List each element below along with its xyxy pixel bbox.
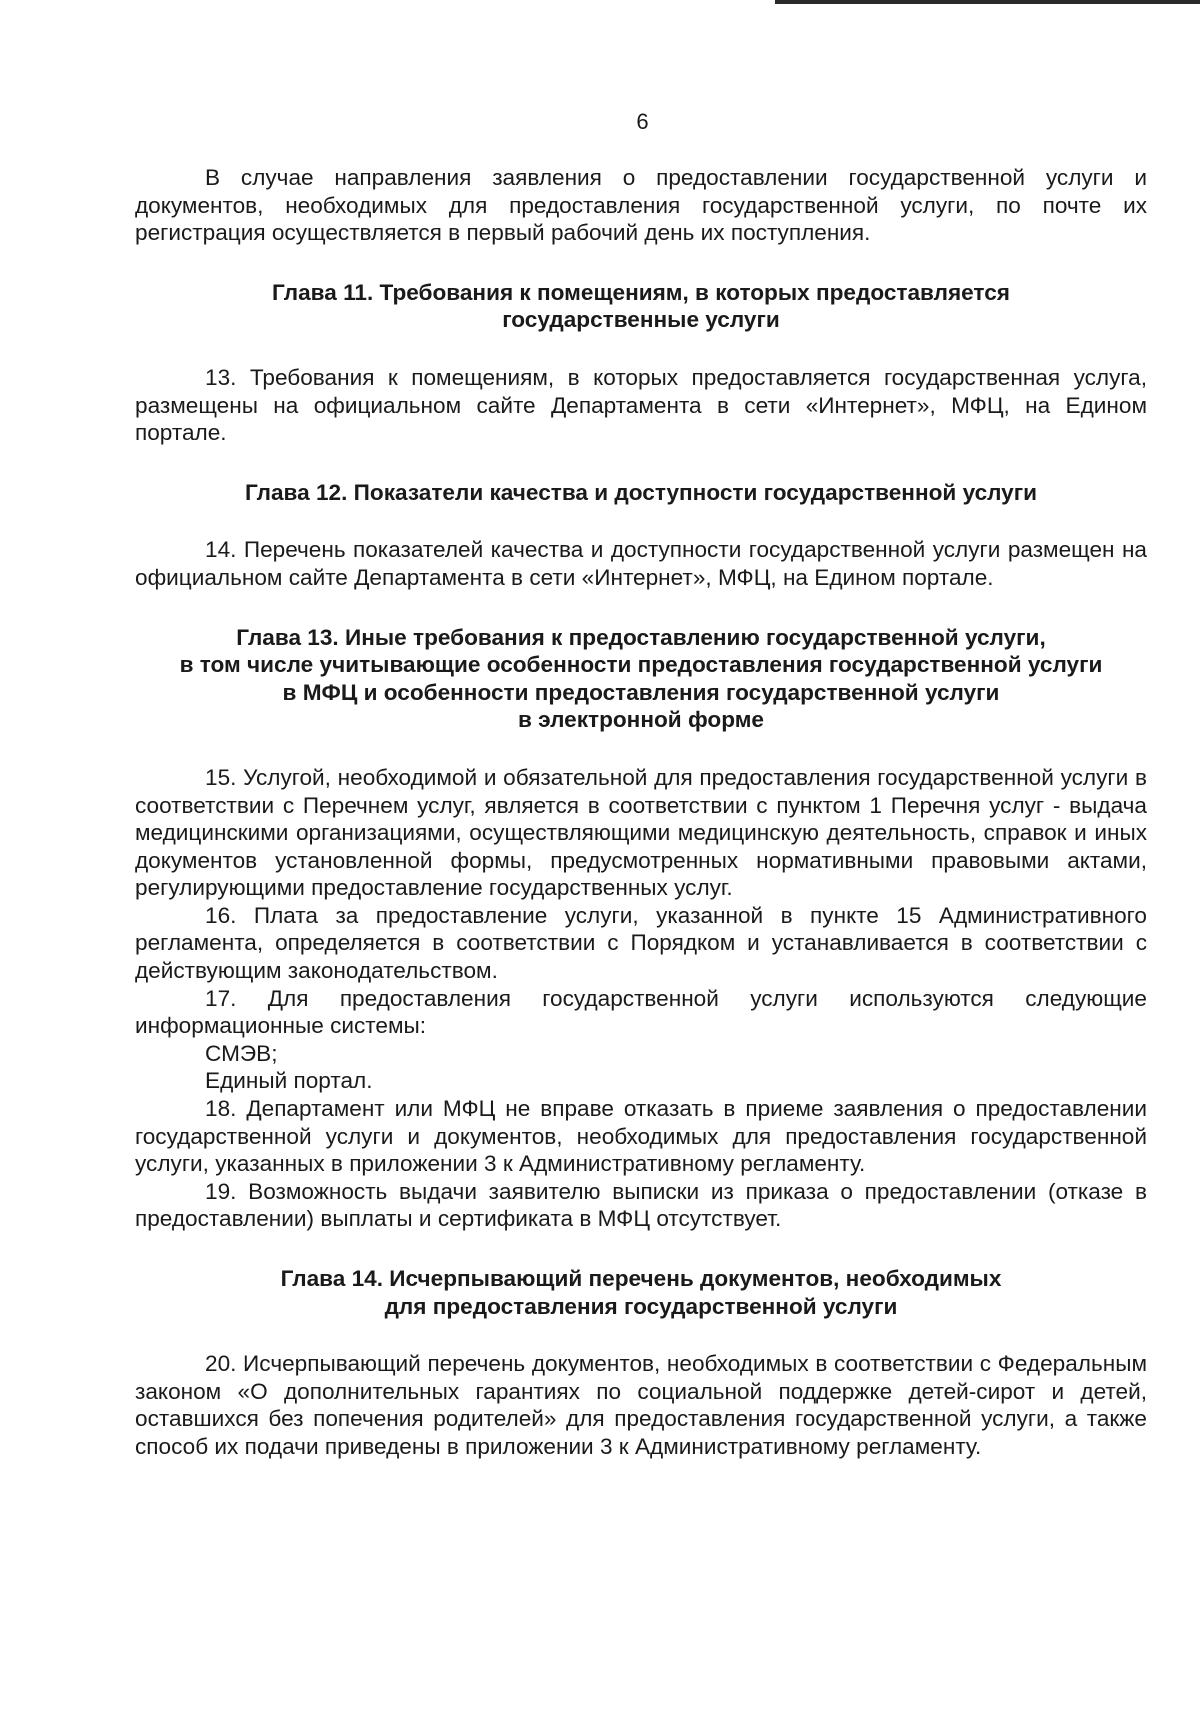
heading-line: в электронной форме bbox=[518, 707, 764, 733]
paragraph-17: 17. Для предоставления государственной услуги используются следующие информационные системы: bbox=[135, 985, 1147, 1039]
heading-line: в том числе учитывающие особенности предоставления государственной услуги bbox=[179, 652, 1103, 678]
heading-chapter-11 bbox=[135, 279, 1147, 334]
heading-line: государственные услуги bbox=[502, 307, 780, 333]
list-item-smev: СМЭВ; bbox=[205, 1040, 278, 1066]
heading-line: в МФЦ и особенности предоставления государственной услуги bbox=[282, 679, 1000, 705]
document-body bbox=[135, 164, 1147, 1461]
paragraph-13: 13. Требования к помещениям, в которых предоставляется государственная услуга, размещены на официальном сайте Департамента в сети «Интернет», МФЦ, на Едином портале. bbox=[135, 364, 1147, 446]
page-number: 6 bbox=[636, 109, 649, 134]
heading-chapter-14 bbox=[135, 1265, 1147, 1320]
heading-chapter-12 bbox=[135, 479, 1147, 507]
paragraph-15: 15. Услугой, необходимой и обязательной для предоставления государственной услуги в соответствии с Перечнем услуг, является в соответствии с пунктом 1 Перечня услуг - выдача медицинскими организациями, осуществляющими медицинскую деятельность, справок и иных документов установленной формы, предусмотренных нормативными правовыми актами, регулирующими предоставление государственных услуг. bbox=[135, 764, 1147, 901]
paragraph-16: 16. Плата за предоставление услуги, указанной в пункте 15 Административного регламента, определяется в соответствии с Порядком и устанавливается в соответствии с действующим законодательством. bbox=[135, 902, 1147, 984]
heading-chapter-13 bbox=[135, 624, 1147, 734]
heading-line: Глава 11. Требования к помещениям, в которых предоставляется bbox=[272, 279, 1010, 305]
list-item-portal: Единый портал. bbox=[205, 1068, 373, 1094]
paragraph-19: 19. Возможность выдачи заявителю выписки из приказа о предоставлении (отказе в предоставлении) выплаты и сертификата в МФЦ отсутствует. bbox=[135, 1178, 1147, 1232]
paragraph-18: 18. Департамент или МФЦ не вправе отказать в приеме заявления о предоставлении государственной услуги и документов, необходимых для предоставления государственной услуги, указанных в приложении 3 к Административному регламенту. bbox=[135, 1096, 1147, 1177]
heading-line: Глава 12. Показатели качества и доступности государственной услуги bbox=[244, 479, 1038, 505]
paragraph-20: 20. Исчерпывающий перечень документов, необходимых в соответствии с Федеральным законом «О дополнительных гарантиях по социальной поддержке детей-сирот и детей, оставшихся без попечения родителей» для предоставления государственной услуги, а также способ их подачи приведены в приложении 3 к Административному регламенту. bbox=[135, 1351, 1147, 1459]
paragraph-intro: В случае направления заявления о предоставлении государственной услуги и документов, необходимых для предоставления государственной услуги, по почте их регистрация осуществляется в первый рабочий день их поступления. bbox=[135, 165, 1147, 246]
scan-edge-line bbox=[775, 0, 1200, 4]
paragraph-14: 14. Перечень показателей качества и доступности государственной услуги размещен на официальном сайте Департамента в сети «Интернет», МФЦ, на Едином портале. bbox=[135, 537, 1147, 590]
heading-line: Глава 14. Исчерпывающий перечень документов, необходимых bbox=[280, 1266, 1002, 1291]
heading-line: для предоставления государственной услуги bbox=[384, 1293, 898, 1319]
heading-line: Глава 13. Иные требования к предоставлению государственной услуги, bbox=[236, 624, 1046, 650]
